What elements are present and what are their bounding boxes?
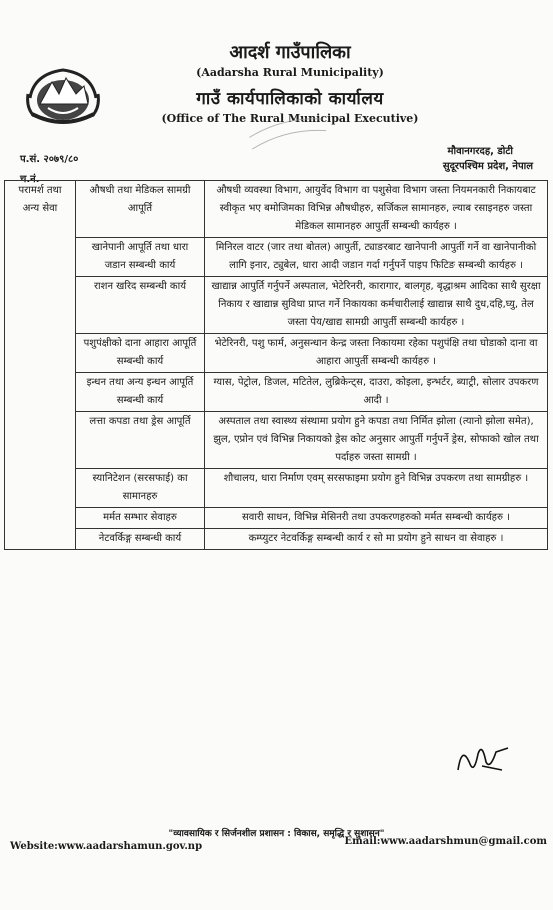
table-row: [5, 529, 548, 550]
service-description: औषधी व्यवस्था विभाग, आयुर्वेद विभाग वा पशुसेवा विभाग जस्ता नियमनकारी निकायबाट स्वीकृत भए बमोजिमका विभिन्न औषधीहरु, सर्जिकल सामानहरु, ल्याब रसाइनहरु जस्ता मेडिकल सामानहरु आपुर्ती सम्बन्धी कार्यहरु ।: [205, 181, 548, 238]
service-description: सवारी साधन, विभिन्न मेसिनरी तथा उपकरणहरुको मर्मत सम्बन्धी कार्यहरु ।: [205, 508, 548, 529]
service-description: शौचालय, धारा निर्माण एवम् सरसफाइमा प्रयोग हुने विभिन्न उपकरण तथा सामग्रीहरु ।: [205, 469, 548, 508]
reference-number: च.नं.: [20, 174, 40, 185]
service-description: अस्पताल तथा स्वास्थ्य संस्थामा प्रयोग हुने कपडा तथा निर्मित झोला (त्यानो झोला समेत), झुल, एप्रोन एवं विभिन्न निकायको ड्रेस कोट अनुसार आपुर्ती गर्नुपर्ने ड्रेस, सोफाको खोल तथा पर्दाहरु जस्ता सामग्री ।: [205, 412, 548, 469]
service-title: स्यानिटेशन (सरसफाई) का सामानहरु: [76, 469, 205, 508]
service-title: लत्ता कपडा तथा ड्रेस आपूर्ति: [76, 412, 205, 469]
service-description: मिनिरल वाटर (जार तथा बोतल) आपुर्ती, ट्याङरबाट खानेपानी आपुर्ती गर्ने वा खानेपानीको लागि इनार, ट्युबेल, धारा आदी जडान गर्दा गर्नुपर्ने पाइप फिटिङ सम्बन्धी कार्यहरु ।: [205, 238, 548, 277]
service-title: इन्धन तथा अन्य इन्धन आपूर्ति सम्बन्धी कार्य: [76, 373, 205, 412]
org-name-np: आदर्श गाउँपालिका: [229, 42, 351, 63]
table-row: [5, 238, 548, 277]
table-row: [5, 412, 548, 469]
service-title: औषधी तथा मेडिकल सामग्री आपूर्ति: [76, 181, 205, 238]
office-name-np: गाउँ कार्यपालिकाको कार्यालय: [196, 89, 384, 109]
service-description: भेटेरिनरी, पशु फार्म, अनुसन्धान केन्द्र जस्ता निकायमा रहेका पशुपंक्षि तथा घोडाको दाना वा आहारा आपुर्ती सम्बन्धी कार्यहरु ।: [205, 334, 548, 373]
office-name-en: (Office of The Rural Municipal Executive): [161, 112, 419, 125]
table-row: [5, 508, 548, 529]
service-title: खानेपानी आपूर्ति तथा धारा जडान सम्बन्धी कार्य: [76, 238, 205, 277]
services-table: [4, 180, 548, 550]
address-line-1: मौवानगरदह, डोटी: [447, 146, 513, 157]
org-name-en: (Aadarsha Rural Municipality): [196, 66, 384, 79]
service-title: मर्मत सम्भार सेवाहरु: [76, 508, 205, 529]
table-row: [5, 469, 548, 508]
fiscal-year: प.सं. २०७९/८०: [20, 154, 79, 165]
service-description: ग्यास, पेट्रोल, डिजल, मटितेल, लुब्रिकेन्ट्स, दाउरा, कोइला, इन्भर्टर, ब्याट्री, सोलार उपकरण आदी ।: [205, 373, 548, 412]
signature-mark: [452, 740, 512, 780]
service-description: कम्प्युटर नेटवर्किङ्ग सम्बन्धी कार्य र सो मा प्रयोग हुने साधन वा सेवाहरु ।: [205, 529, 548, 550]
service-description: खाद्यान्न आपुर्ति गर्नुपर्ने अस्पताल, भेटेरिनरी, कारागार, बालगृह, बृद्धाश्रम आदिका साथै सुरक्षा निकाय र खाद्यान्न सुविधा प्राप्त गर्ने निकायका कर्मचारीलाई खाद्यान्न साथै दुध,दहि,घ्यु, तेल जस्ता पेय/खाद्य सामग्री आपुर्ती सम्बन्धी कार्यहरु ।: [205, 277, 548, 334]
footer-website: Website:www.aadarshamun.gov.np: [10, 841, 203, 852]
category-cell: परामर्श तथा अन्य सेवा: [5, 181, 76, 550]
service-title: पशुपंक्षीको दाना आहारा आपूर्ति सम्बन्धी कार्य: [76, 334, 205, 373]
service-title: राशन खरिद सम्बन्धी कार्य: [76, 277, 205, 334]
footer-motto: "व्यावसायिक र सिर्जनशील प्रशासन : विकास, समृद्धि र सुशासन": [168, 829, 385, 839]
nepal-emblem-icon: [26, 64, 100, 128]
table-row: [5, 181, 548, 238]
service-title: नेटवर्किङ्ग सम्बन्धी कार्य: [76, 529, 205, 550]
table-row: [5, 373, 548, 412]
address-line-2: सुदूरपश्चिम प्रदेश, नेपाल: [442, 161, 533, 172]
table-row: [5, 277, 548, 334]
footer-email: Email:www.aadarshmun@gmail.com: [344, 836, 547, 847]
table-row: [5, 334, 548, 373]
